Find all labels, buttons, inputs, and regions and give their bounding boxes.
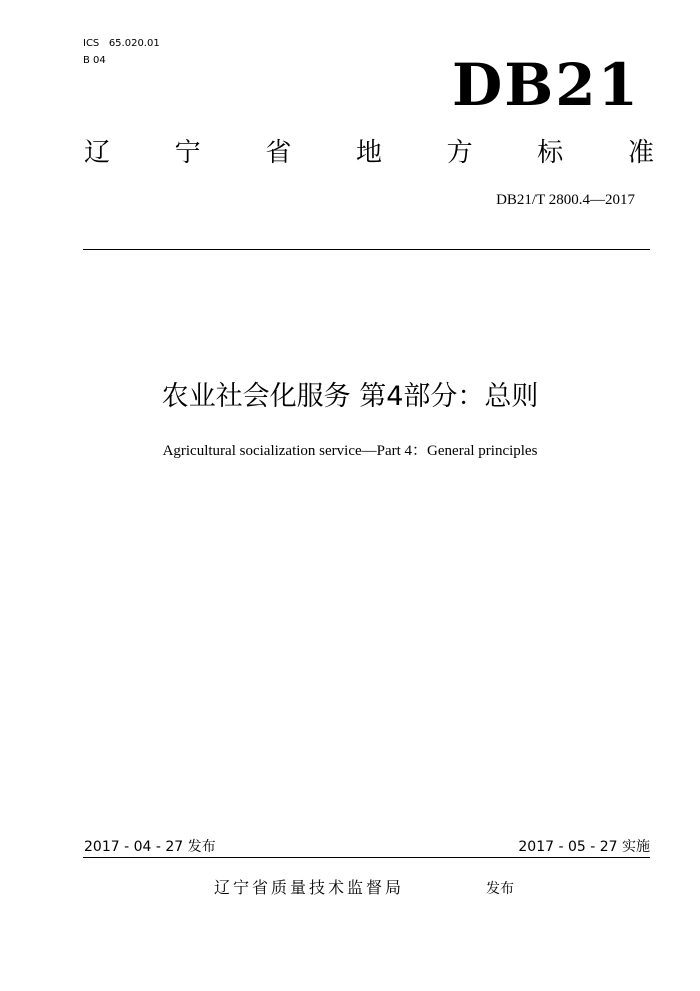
ics-code: ICS 65.020.01 — [83, 38, 160, 49]
publisher-name: 辽宁省质量技术监督局 — [214, 878, 405, 897]
standard-type-char: 标 — [537, 138, 564, 168]
classification-code: B 04 — [83, 55, 106, 66]
document-title-chinese: 农业社会化服务 第4部分：总则 — [161, 381, 539, 412]
implementation-date: 2017 - 05 - 27 实施 — [518, 839, 650, 855]
header-divider — [83, 249, 650, 250]
standard-type-char: 宁 — [174, 138, 201, 168]
standard-type-char: 准 — [627, 138, 654, 168]
document-title-english: Agricultural socialization service—Part 4：General principles — [162, 443, 538, 459]
issue-date: 2017 - 04 - 27 发布 — [84, 839, 216, 855]
footer-divider — [83, 857, 650, 858]
standard-type-heading — [84, 136, 654, 170]
standard-number: DB21/T 2800.4—2017 — [496, 192, 635, 208]
standard-type-char: 辽 — [84, 138, 111, 168]
standard-type-char: 地 — [355, 138, 382, 168]
standard-type-char: 方 — [446, 138, 473, 168]
db21-logo: DB21 — [451, 51, 640, 119]
standard-type-char: 省 — [265, 138, 292, 168]
publish-label: 发布 — [486, 881, 514, 897]
